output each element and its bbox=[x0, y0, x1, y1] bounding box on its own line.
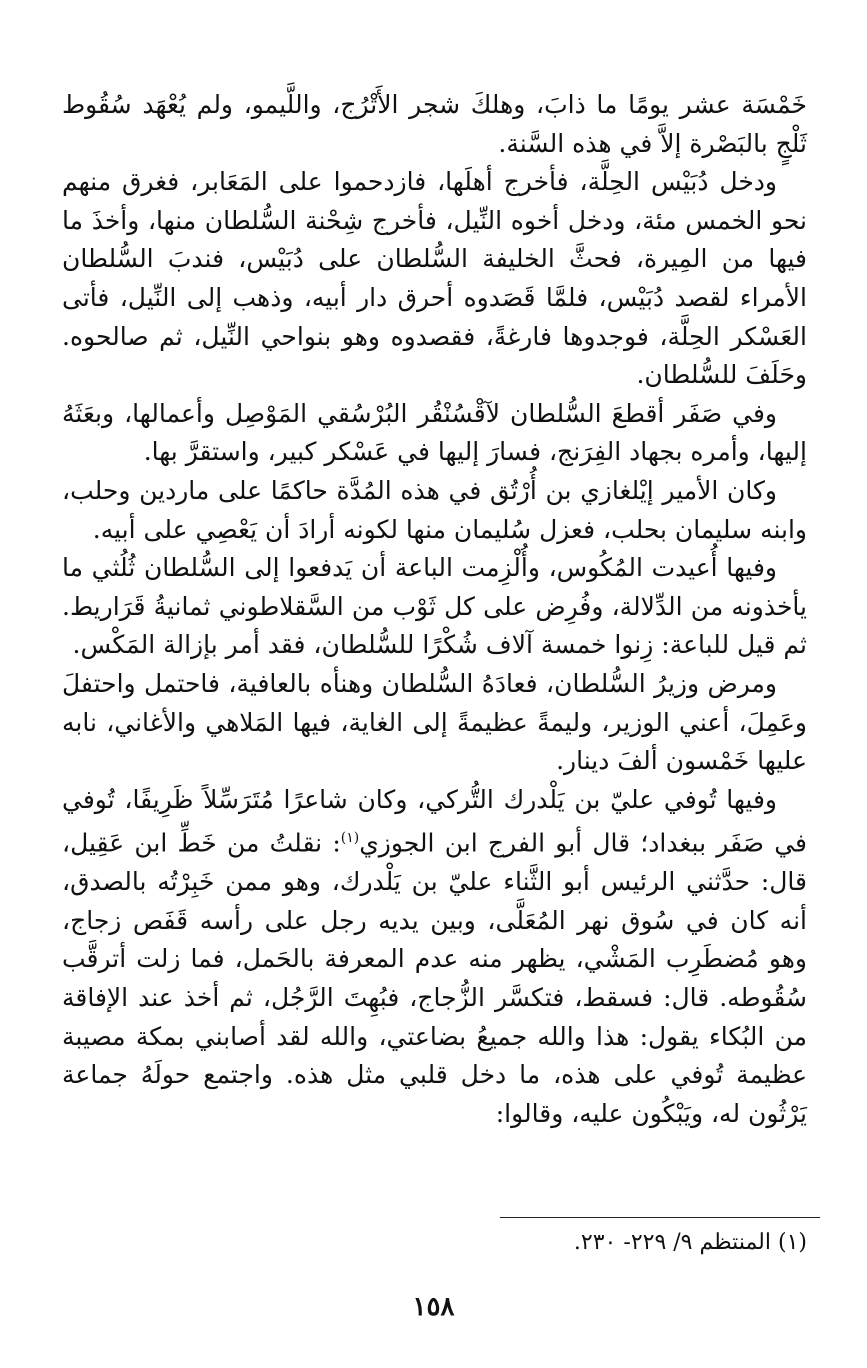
paragraph-7 bbox=[62, 781, 807, 1134]
page-number: ١٥٨ bbox=[412, 1292, 455, 1322]
paragraph-3: وفي صَفَر أقطعَ السُّلطان لآقْسُنْقُر البُرْسُقي المَوْصِل وأعمالها، وبعَثَهُ إليها، وأمره بجهاد الفِرَنج، فسارَ إليها في عَسْكر كبير، واستقرَّ بها. bbox=[62, 398, 807, 467]
footnote: (١) المنتظم ٩/ ٢٢٩- ٢٣٠. bbox=[573, 1230, 807, 1255]
paragraph-6: ومرض وزيرُ السُّلطان، فعادَهُ السُّلطان وهنأه بالعافية، فاحتمل واحتفلَ وعَمِلَ، أعني الوزير، وليمةً عظيمةً إلى الغاية، فيها المَلاهي والأغاني، نابه عليها خَمْسون ألفَ دينار. bbox=[62, 668, 807, 776]
paragraph-1: خَمْسَة عشر يومًا ما ذابَ، وهلكَ شجر الأَتْرُج، واللَّيمو، ولم يُعْهَد سُقُوط ثَلْجٍ بالبَصْرة إلاَّ في هذه السَّنة. bbox=[62, 90, 807, 158]
footnote-ref-colon: : bbox=[332, 828, 341, 858]
paragraph-2: ودخل دُبَيْس الحِلَّة، فأخرج أهلَها، فازدحموا على المَعَابر، فغرق منهم نحو الخمس مئة، ودخل أخوه النِّيل، فأخرج شِحْنة السُّلطان منها، وأخذَ ما فيها من المِيرة، فحثَّ الخليفة السُّلطان على دُبَيْس، فندبَ السُّلطان الأمراء لقصد دُبَيْس، فلمَّا قَصَدوه أحرق دار أبيه، وذهب إلى النِّيل، فأتى العَسْكر الحِلَّة، فوجدوها فارغةً، فقصدوه وهو بنواحي النِّيل، ثم صالحوه. وحَلَفَ للسُّلطان. bbox=[62, 167, 807, 390]
paragraph-7-rest: نقلتُ من خَطِّ ابن عَقِيل، قال: حدَّثني الرئيس أبو الثَّناء عليّ بن يَلْدرك، وهو ممن خَبِرْتُه بالصدق، أنه كان في سُوق نهر المُعَلَّى، وبين يديه رجل على رأسه قَفَص زجاج، وهو مُضطَرِب المَشْي، يظهر منه عدم المعرفة بالحَمل، فما زلت أترقَّب سُقُوطه. قال: فسقط، فتكسَّر الزُّجاج، فبُهِتَ الرَّجُل، ثم أخذ عند الإفاقة من البُكاء يقول: هذا والله جميعُ بضاعتي، والله لقد أصابني بمكة مصيبة عظيمة تُوفي على هذه، ما دخل قلبي مثل هذه. واجتمع حولَهُ جماعة يَرْثُون له، ويَبْكُون عليه، وقالوا: bbox=[62, 828, 807, 1128]
paragraph-7-lead: وفيها تُوفي عليّ بن يَلْدرك التُّركي، وكان شاعرًا مُتَرَسِّلاً ظَرِيفًا، تُوفي في صَفَر ببغداد؛ قال أبو الفرج ابن الجوزي bbox=[62, 784, 807, 858]
paragraph-4: وكان الأمير إيْلغازي بن أُرْتُق في هذه المُدَّة حاكمًا على ماردين وحلب، وابنه سليمان بحلب، فعزل سُليمان منها لكونه أرادَ أن يَعْصِي على أبيه. bbox=[62, 475, 807, 544]
footnote-divider bbox=[500, 1217, 820, 1218]
paragraph-5: وفيها أُعيدت المُكُوس، وأُلْزِمت الباعة أن يَدفعوا إلى السُّلطان ثُلُثي ما يأخذونه من الدِّلالة، وفُرِض على كل ثَوْب من السَّقلاطوني ثمانيةُ قَرَاريط. ثم قيل للباعة: زِنوا خمسة آلاف شُكْرًا للسُّلطان، فقد أمر بإزالة المَكْس. bbox=[62, 553, 807, 660]
footnote-reference[interactable]: (١) bbox=[340, 830, 360, 847]
body-text bbox=[62, 86, 807, 1133]
